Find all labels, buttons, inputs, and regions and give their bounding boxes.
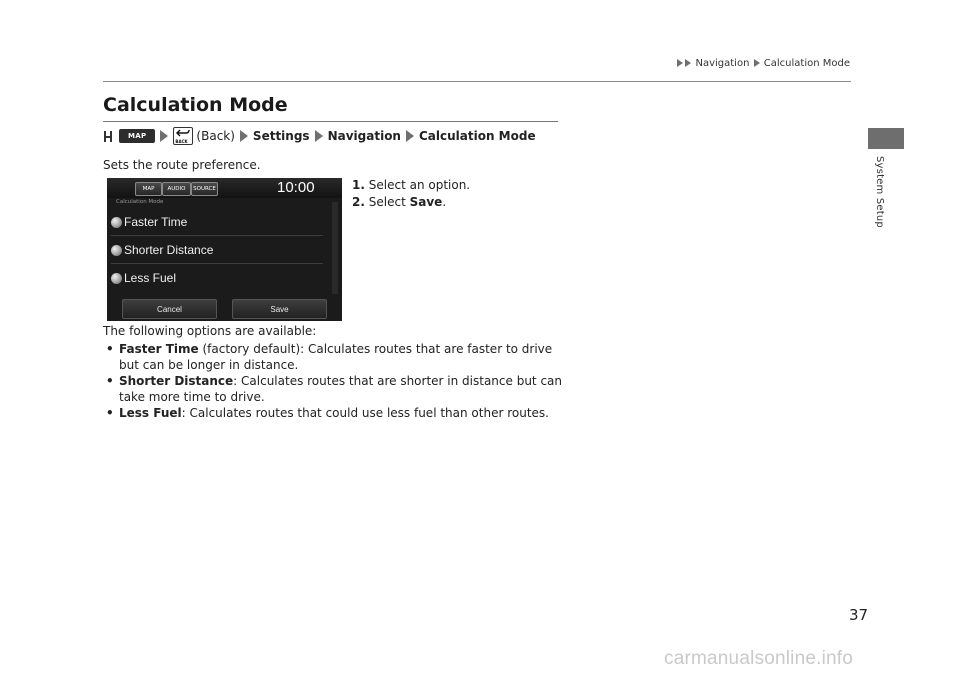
options-list [103, 341, 563, 421]
screen-option [111, 209, 323, 236]
radio-icon [111, 245, 122, 256]
step-number: 2. [352, 195, 365, 209]
screen-scrollbar [332, 202, 338, 294]
step-number: 1. [352, 178, 365, 192]
step-emphasis: Save [409, 195, 443, 209]
list-item [103, 405, 563, 421]
option-description: : Calculates routes that could use less fuel than other routes. [181, 406, 549, 420]
screen-option-label: Less Fuel [124, 271, 177, 285]
side-tab-label: System Setup [874, 156, 885, 228]
screen-audio-button: AUDIO [162, 182, 191, 196]
screen-map-button: MAP [135, 182, 162, 196]
step-text: Select an option. [368, 178, 471, 192]
option-name: Less Fuel [119, 406, 182, 420]
arrow-icon [754, 59, 760, 67]
side-tab-marker [868, 128, 904, 149]
option-name: Faster Time [119, 342, 199, 356]
map-button: MAP [119, 129, 155, 143]
screen-cancel-button: Cancel [122, 299, 217, 319]
step-text: Select [368, 195, 406, 209]
list-item [103, 373, 563, 405]
watermark: carmanualsonline.info [664, 648, 854, 669]
path-step-navigation: Navigation [327, 129, 401, 143]
page-number: 37 [849, 606, 869, 624]
intro-text: Sets the route preference. [103, 158, 261, 172]
back-label: (Back) [196, 129, 235, 143]
device-screenshot [107, 178, 342, 321]
option-name: Shorter Distance [119, 374, 234, 388]
screen-option-label: Shorter Distance [124, 243, 214, 257]
back-glyph-label: BACK [175, 139, 188, 144]
breadcrumb-item: Navigation [695, 58, 750, 69]
header-divider [103, 81, 851, 82]
options-intro: The following options are available: [103, 324, 317, 338]
arrow-icon [240, 130, 248, 142]
instruction-step [352, 194, 470, 211]
radio-icon [111, 273, 122, 284]
screen-option [111, 237, 323, 264]
screen-option-label: Faster Time [124, 215, 188, 229]
screen-option [111, 265, 323, 291]
screen-source-button: SOURCE [191, 182, 218, 196]
option-description: (factory default): Calculates routes that are faster to drive but can be longer in distance. [119, 342, 553, 372]
breadcrumb-item: Calculation Mode [763, 58, 850, 69]
path-step-settings: Settings [252, 129, 310, 143]
home-icon [103, 131, 113, 142]
screen-title: Calculation Mode [116, 199, 164, 205]
arrow-icon [685, 59, 691, 67]
back-icon [173, 127, 193, 145]
arrow-icon [315, 130, 323, 142]
arrow-icon [160, 130, 168, 142]
option-description: : Calculates routes that are shorter in distance but can take more time to drive. [119, 374, 562, 404]
page-title: Calculation Mode [103, 94, 288, 116]
screen-save-button: Save [232, 299, 327, 319]
list-item [103, 341, 563, 373]
radio-icon [111, 217, 122, 228]
step-text: . [442, 195, 447, 209]
arrow-icon [677, 59, 683, 67]
back-arrow-icon [176, 129, 190, 138]
screen-clock: 10:00 [277, 179, 315, 196]
breadcrumb [676, 58, 850, 69]
path-step-calculation-mode: Calculation Mode [418, 129, 536, 143]
menu-path [103, 127, 536, 145]
arrow-icon [406, 130, 414, 142]
instruction-steps [352, 177, 470, 211]
instruction-step [352, 177, 470, 194]
title-divider [103, 121, 558, 122]
